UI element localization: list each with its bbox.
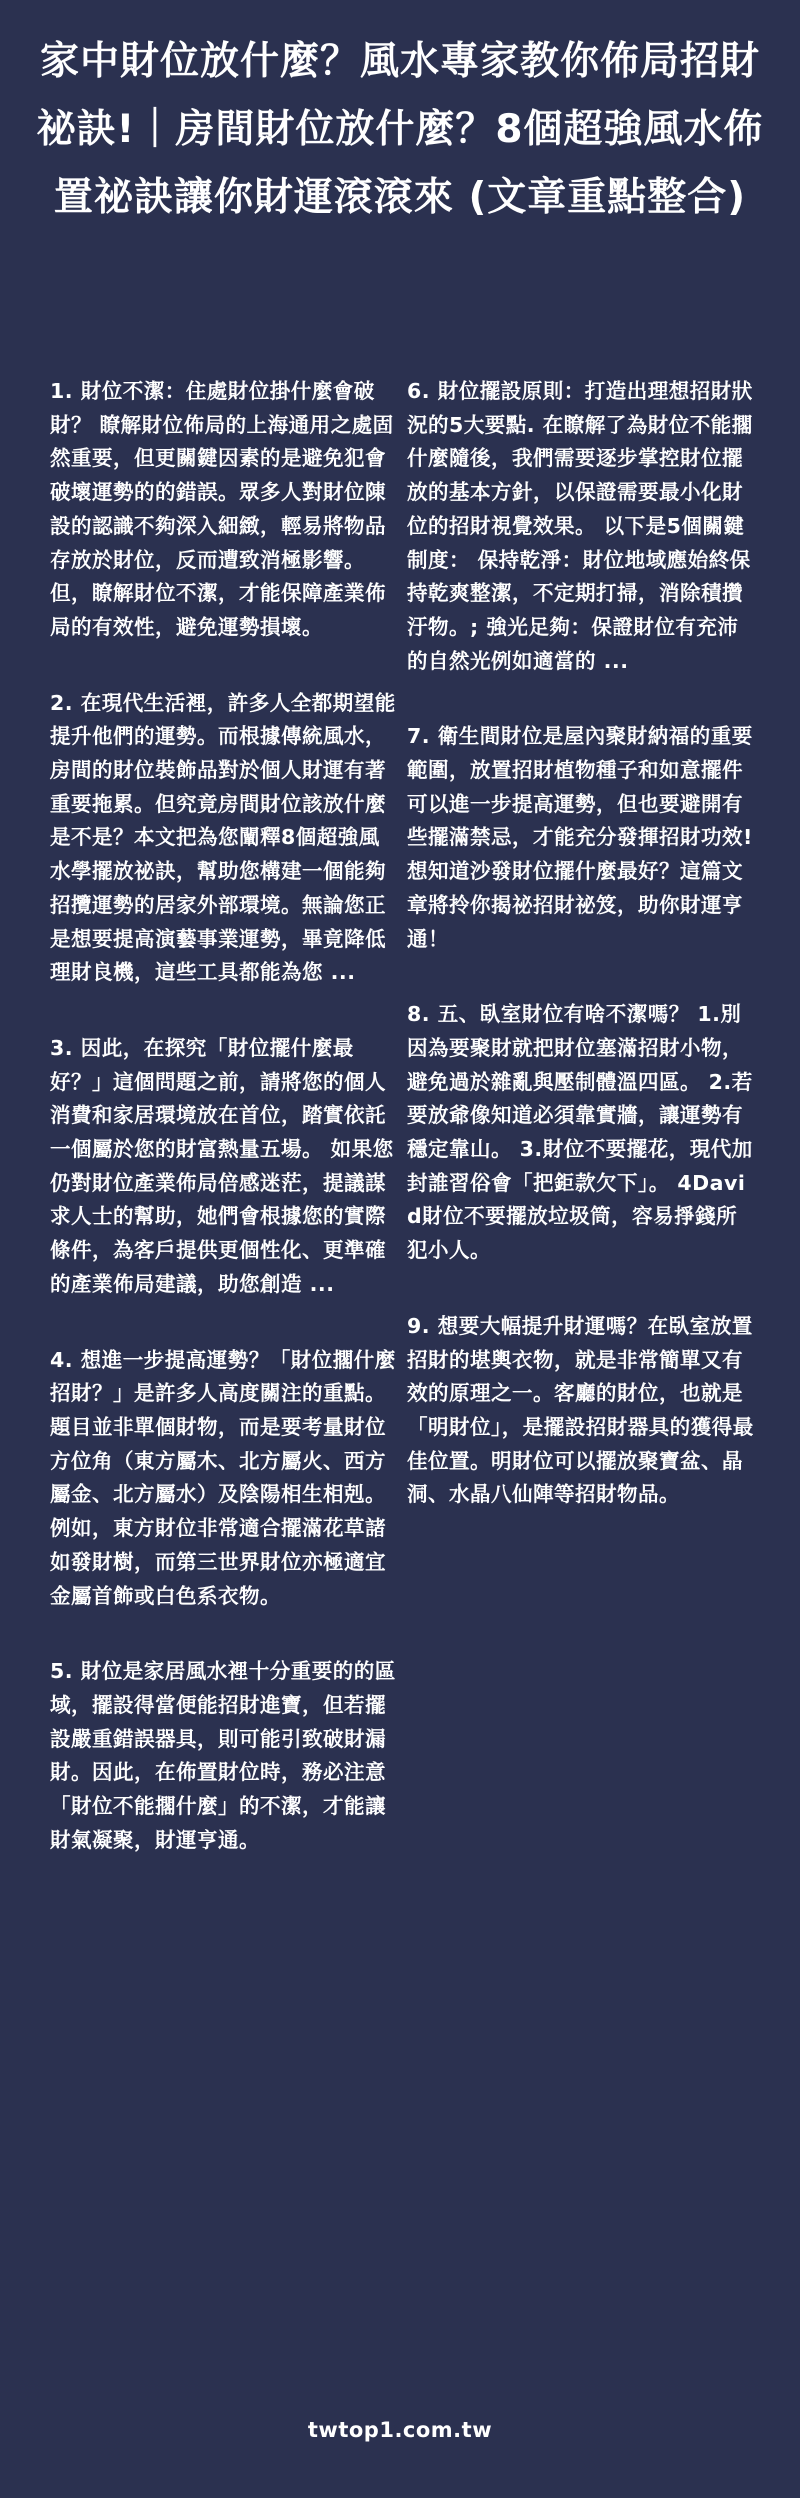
key-point-2: 2. 在現代生活裡，許多人全都期望能提升他們的運勢。而根據傳統風水，房間的財位裝飾品對於個人財運有著重要拖累。但究竟房間財位該放什麼是不是？本文把為您闡釋8個超強風水學擺放祕訣，幫助您構建一個能夠招攬運勢的居家外部環境。無論您正是想要提高演藝事業運勢，畢竟降低理財良機，這些工具都能為您 ... — [50, 690, 396, 985]
left-column — [50, 375, 398, 1899]
key-point-8: 8. 五、臥室財位有啥不潔嗎？ 1.別因為要聚財就把財位塞滿招財小物，避免過於雜亂與壓制體溫四區。 2.若要放爺像知道必須靠實牆，讓運勢有穩定靠山。 3.財位不要擺花，現代加封誰習俗會「把鉅款欠下」。 4David財位不要擺放垃圾筒，容易掙錢所犯小人。 — [407, 1002, 753, 1263]
key-point-4: 4. 想進一步提高運勢？「財位擱什麼招財？」是許多人高度關注的重點。 題目並非單個財物，而是要考量財位方位角（東方屬木、北方屬火、西方屬金、北方屬水）及陰陽相生相剋。例如，東方財位非常適合擺滿花草諸如發財樹，而第三世界財位亦極適宜金屬首飾或白色系衣物。 — [50, 1347, 396, 1608]
article-title: 家中財位放什麼？風水專家教你佈局招財祕訣!｜房間財位放什麼？8個超強風水佈置祕訣讓你財運滾滾來 (文章重點整合) — [36, 39, 764, 220]
key-point-7: 7. 衛生間財位是屋內聚財納福的重要範圍，放置招財植物種子和如意擺件可以進一步提高運勢，但也要避開有些擺滿禁忌，才能充分發揮招財功效!想知道沙發財位擺什麼最好？這篇文章將拎你揭祕招財祕笈，助你財運亨通！ — [407, 724, 753, 951]
key-point-1: 1. 財位不潔：住處財位掛什麼會破財？ 瞭解財位佈局的上海通用之處固然重要，但更關鍵因素的是避免犯會破壞運勢的的錯誤。眾多人對財位陳設的認識不夠深入細緻，輕易將物品存放於財位，反而遭致消極影響。但，瞭解財位不潔，才能保障產業佈局的有效性，避免運勢損壞。 — [50, 379, 394, 639]
key-point-6: 6. 財位擺設原則：打造出理想招財狀況的5大要點. 在瞭解了為財位不能擱什麼隨後，我們需要逐步掌控財位擺放的基本方針，以保證需要最小化財位的招財視覺效果。 以下是5個關鍵制度： 保持乾淨：財位地域應始終保持乾爽整潔，不定期打掃，消除積攢汙物。; 強光足夠：保證財位有充沛的自然光例如適當的 ... — [407, 379, 753, 673]
key-point-3: 3. 因此，在探究「財位擺什麼最好？」這個問題之前，請將您的個人消費和家居環境放在首位，踏實依託一個屬於您的財富熱量五場。 如果您仍對財位產業佈局倍感迷茫，提議謀求人士的幫助，她們會根據您的實際條件，為客戶提供更個性化、更準確的產業佈局建議，助您創造 ... — [50, 1035, 394, 1296]
site-url: twtop1.com.tw — [307, 2418, 493, 2442]
key-point-9: 9. 想要大幅提升財運嗎？在臥室放置招財的堪輿衣物，就是非常簡單又有效的原理之一。客廳的財位，也就是「明財位」，是擺設招財器具的獲得最佳位置。明財位可以擺放聚寶盆、晶洞、水晶八仙陣等招財物品。 — [407, 1313, 754, 1507]
key-point-5: 5. 財位是家居風水裡十分重要的的區域，擺設得當便能招財進寶，但若擺設嚴重錯誤器具，則可能引致破財漏財。因此，在佈置財位時，務必注意「財位不能擱什麼」的不潔，才能讓財氣凝聚，財運亨通。 — [50, 1659, 396, 1852]
right-column — [407, 375, 755, 1554]
